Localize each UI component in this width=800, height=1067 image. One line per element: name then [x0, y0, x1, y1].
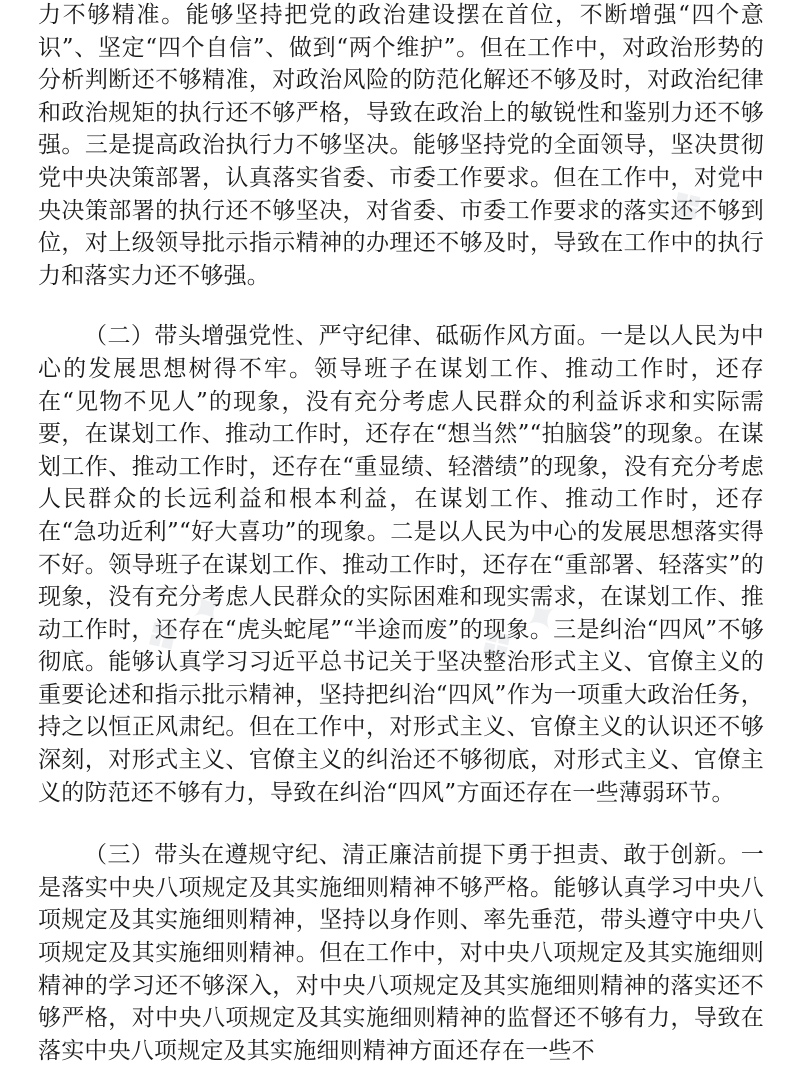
paragraph-party-discipline: （二）带头增强党性、严守纪律、砥砺作风方面。一是以人民为中心的发展思想树得不牢。领导班子在谋划工作、推动工作时，还存在“见物不见人”的现象，没有充分考虑人民群众的利益诉求和实际需要，在谋划工作、推动工作时，还存在“想当然”“拍脑袋”的现象。在谋划工作、推动工作时，还存在“重显绩、轻潜绩”的现象，没有充分考虑人民群众的长远利益和根本利益，在谋划工作、推动工作时，还存在“急功近利”“好大喜功”的现象。二是以人民为中心的发展思想落实得不好。领导班子在谋划工作、推动工作时，还存在“重部署、轻落实”的现象，没有充分考虑人民群众的实际困难和现实需求，在谋划工作、推动工作时，还存在“虎头蛇尾”“半途而废”的现象。三是纠治“四风”不够彻底。能够认真学习习近平总书记关于坚决整治形式主义、官僚主义的重要论述和指示批示精神，坚持把纠治“四风”作为一项重大政治任务，持之以恒正风肃纪。但在工作中，对形式主义、官僚主义的认识还不够深刻，对形式主义、官僚主义的纠治还不够彻底，对形式主义、官僚主义的防范还不够有力，导致在纠治“四风”方面还存在一些薄弱环节。 — [38, 323, 764, 806]
watermark-mark: ❖ ✦ — [657, 147, 761, 240]
watermark-mark: ❖ ✦ — [133, 577, 237, 670]
paragraph-integrity-innovation: （三）带头在遵规守纪、清正廉洁前提下勇于担责、敢于创新。一是落实中央八项规定及其实施细则精神不够严格。能够认真学习中央八项规定及其实施细则精神，坚持以身作则、率先垂范，带头遵守中央八项规定及其实施细则精神。但在工作中，对中央八项规定及其实施细则精神的学习还不够深入，对中央八项规定及其实施细则精神的落实还不够严格，对中央八项规定及其实施细则精神的监督还不够有力，导致在落实中央八项规定及其实施细则精神方面还存在一些不 — [38, 842, 764, 1064]
paragraph-political-execution: 力不够精准。能够坚持把党的政治建设摆在首位，不断增强“四个意识”、坚定“四个自信”、做到“两个维护”。但在工作中，对政治形势的分析判断还不够精准，对政治风险的防范化解还不够及时，对政治纪律和政治规矩的执行还不够严格，导致在政治上的敏锐性和鉴别力还不够强。三是提高政治执行力不够坚决。能够坚持党的全面领导，坚决贯彻党中央决策部署，认真落实省委、市委工作要求。但在工作中，对党中央决策部署的执行还不够坚决，对省委、市委工作要求的落实还不够到位，对上级领导批示指示精神的办理还不够及时，导致在工作中的执行力和落实力还不够强。 — [38, 2, 764, 289]
watermark-mark: ❖ ✦ — [467, 585, 571, 678]
